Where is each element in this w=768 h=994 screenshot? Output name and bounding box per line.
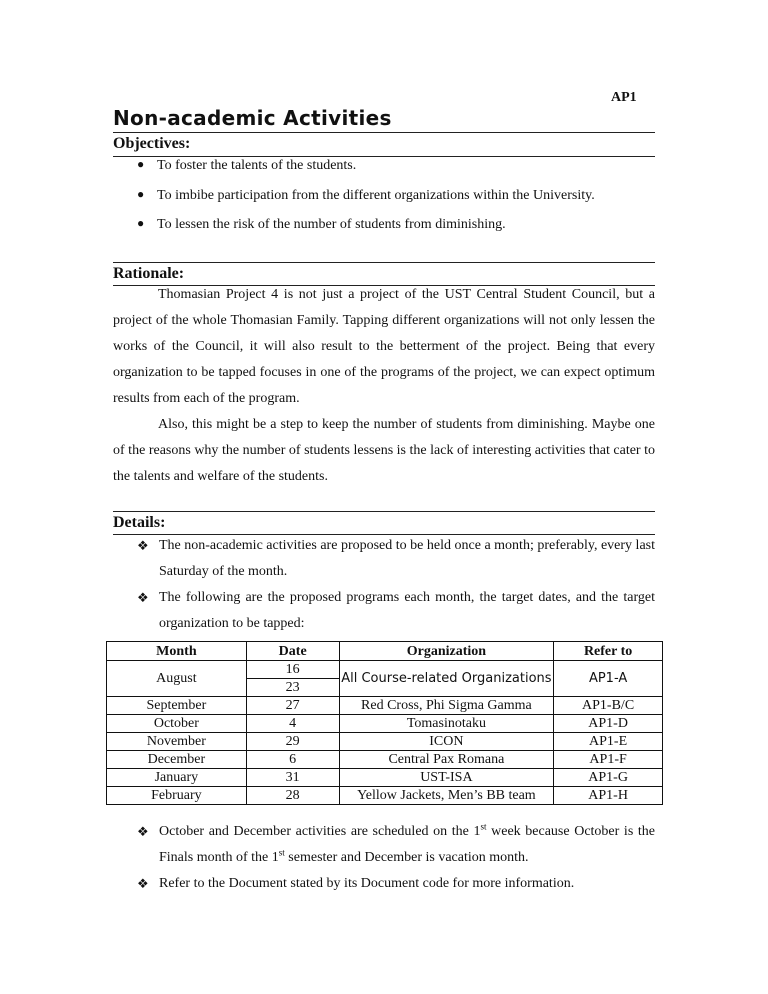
- organization-cell: ICON: [339, 733, 554, 751]
- column-header: Date: [246, 642, 339, 661]
- divider: [113, 262, 655, 263]
- month-cell: October: [107, 715, 247, 733]
- diamond-bullet-icon: ❖: [137, 824, 149, 839]
- refer-cell: AP1-H: [554, 787, 663, 805]
- divider: [113, 132, 655, 133]
- date-cell: 27: [246, 697, 339, 715]
- table-row: [107, 715, 663, 733]
- details-item: ❖ The non-academic activities are proposed to be held once a month; preferably, every last Saturday of the month.: [137, 533, 655, 585]
- refer-cell: AP1-B/C: [554, 697, 663, 715]
- date-cell: 16: [246, 661, 339, 679]
- organization-cell: Red Cross, Phi Sigma Gamma: [339, 697, 554, 715]
- details-item: ❖ The following are the proposed programs each month, the target dates, and the target organization to be tapped:: [137, 585, 655, 637]
- details-list: [137, 533, 655, 637]
- date-cell: 23: [246, 679, 339, 697]
- column-header: Month: [107, 642, 247, 661]
- organization-cell: Yellow Jackets, Men’s BB team: [339, 787, 554, 805]
- organization-cell: UST-ISA: [339, 769, 554, 787]
- organization-cell: All Course-related Organizations: [339, 661, 554, 697]
- rationale-heading: Rationale:: [113, 265, 185, 282]
- details-heading: Details:: [113, 514, 166, 531]
- bullet-dot-icon: ●: [137, 157, 145, 171]
- note-item: ❖ October and December activities are scheduled on the 1st week because October is the Finals month of the 1st semester and December is vacation month.: [137, 819, 655, 871]
- month-cell: August: [107, 661, 247, 697]
- refer-cell: AP1-E: [554, 733, 663, 751]
- page-title: Non-academic Activities: [113, 106, 392, 130]
- column-header: Organization: [339, 642, 554, 661]
- schedule-table: [106, 641, 663, 805]
- refer-cell: AP1-D: [554, 715, 663, 733]
- date-cell: 4: [246, 715, 339, 733]
- rationale-paragraph: Thomasian Project 4 is not just a project of the UST Central Student Council, but a project of the whole Thomasian Family. Tapping different organizations will not only lessen the works of the Council, it will also result to the betterment of the project. Being that every organization to be tapped focuses in one of the programs of the project, we can expect optimum results from each of the program.: [113, 287, 655, 406]
- month-cell: November: [107, 733, 247, 751]
- organization-cell: Central Pax Romana: [339, 751, 554, 769]
- organization-cell: Tomasinotaku: [339, 715, 554, 733]
- month-cell: February: [107, 787, 247, 805]
- date-cell: 6: [246, 751, 339, 769]
- table-row: [107, 769, 663, 787]
- table-row: [107, 733, 663, 751]
- divider: [113, 511, 655, 512]
- table-row: [107, 697, 663, 715]
- date-cell: 29: [246, 733, 339, 751]
- date-cell: 28: [246, 787, 339, 805]
- table-row: [107, 751, 663, 769]
- refer-cell: AP1-F: [554, 751, 663, 769]
- objectives-heading: Objectives:: [113, 135, 191, 152]
- diamond-bullet-icon: ❖: [137, 590, 149, 605]
- column-header: Refer to: [554, 642, 663, 661]
- refer-cell: AP1-A: [554, 661, 663, 697]
- bullet-dot-icon: ●: [137, 216, 145, 230]
- document-code: AP1: [611, 90, 637, 105]
- notes-list: [137, 819, 655, 897]
- month-cell: September: [107, 697, 247, 715]
- refer-cell: AP1-G: [554, 769, 663, 787]
- divider: [113, 156, 655, 157]
- rationale-paragraph: Also, this might be a step to keep the number of students from diminishing. Maybe one of the reasons why the number of students lessens is the lack of interesting activities that cater to the talents and welfare of the students.: [113, 417, 655, 484]
- table-header-row: [107, 642, 663, 661]
- diamond-bullet-icon: ❖: [137, 538, 149, 553]
- month-cell: January: [107, 769, 247, 787]
- table-row: [107, 787, 663, 805]
- bullet-dot-icon: ●: [137, 187, 145, 201]
- date-cell: 31: [246, 769, 339, 787]
- month-cell: December: [107, 751, 247, 769]
- note-item: ❖ Refer to the Document stated by its Document code for more information.: [137, 871, 655, 897]
- table-row: [107, 661, 663, 679]
- rationale-text: [113, 282, 655, 490]
- diamond-bullet-icon: ❖: [137, 876, 149, 891]
